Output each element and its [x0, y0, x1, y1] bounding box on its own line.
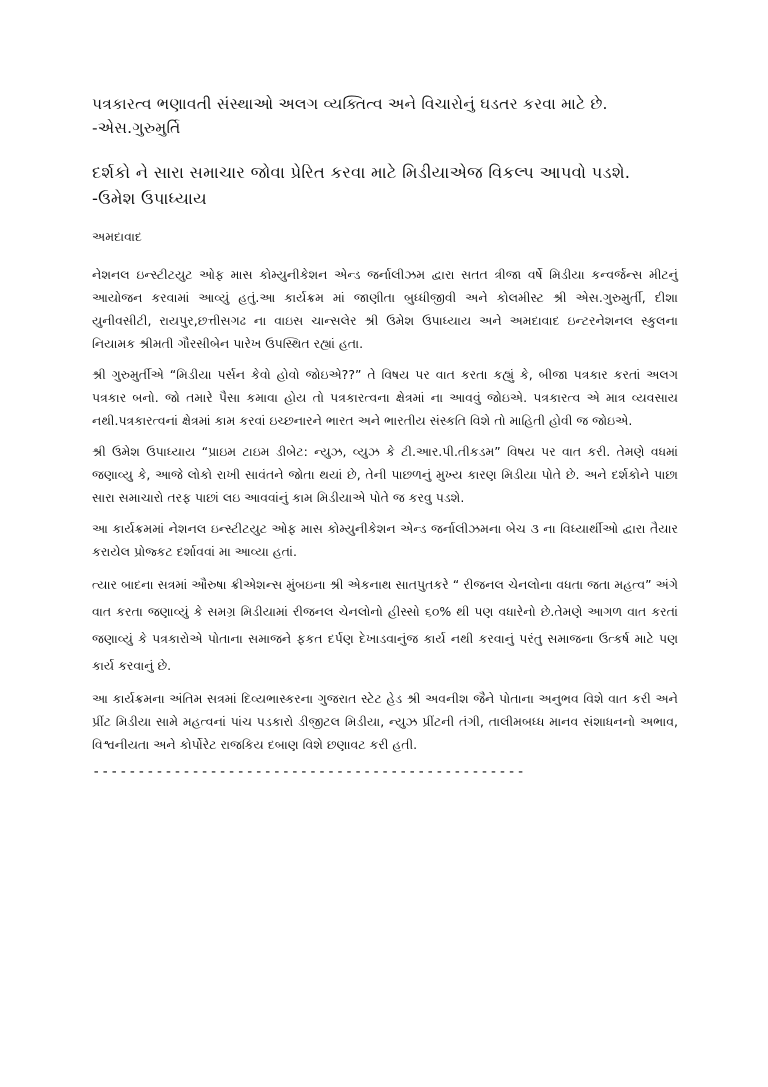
- paragraph-students-project: આ કાર્યક્રમમાં નેશનલ ઇન્સ્ટીટયુટ ઓફ માસ કોમ્યુનીકેશન એન્ડ જર્નાલીઝમના બેચ ૩ ના વિધ્યાર્થીઓ દ્વારા તૈયાર કરાયેલ પ્રોજ્કટ દર્શાવવાં મા આવ્યા હતાં.: [92, 521, 678, 559]
- paragraph-regional-channels: ત્યાર બાદના સત્રમાં ઔરુષા ક્રીએશન્સ મુંબઇના શ્રી એકનાથ સાતપુતકરે “ રીજનલ ચેનલોના વધતા જતા મહત્વ” અંગે વાત કરતા જણાવ્યું કે સમગ્ર મિડીયામાં રીજનલ ચેનલોનો હીસ્સો ૬૦% થી પણ વધારેનો છે.તેમણે આગળ વાત કરતાં જણાવ્યું કે પત્રકારોએ પોતાના સમાજને ફકત દર્પણ દેખાડવાનુંજ કાર્ય નથી કરવાનું પરંતુ સમાજના ઉત્કર્ષ માટે પણ કાર્ય કરવાનું છે.: [92, 577, 678, 673]
- dashed-divider: ------------------------------------------------: [92, 764, 526, 780]
- paragraph-gurumurthy: શ્રી ગુરુમુર્તીએ “મિડીયા પર્સન કેવો હોવો જોઇએ??” તે વિષય પર વાત કરતા કહ્યું કે, બીજા પત્રકાર કરતાં અલગ પત્રકાર બનો. જો તમારે પૈસા કમાવા હોય તો પત્રકારત્વના ક્ષેત્રમાં ના આવવું જોઇએ. પત્રકારત્વ એ માત્ર વ્યવસાય નથી.પત્રકારત્વનાં ક્ષેત્રમાં કામ કરવાં ઇચ્છનારને ભારત અને ભારતીય સંસ્કતિ વિશે તો માહિતી હોવી જ જોઇએ.: [92, 367, 678, 428]
- document-page: [92, 92, 678, 780]
- paragraph-upadhyay: શ્રી ઉમેશ ઉપાધ્યાય “પ્રાઇમ ટાઇમ ડીબેટ: ન્યુઝ, વ્યુઝ કે ટી.આર.પી.તીકડમ” વિષય પર વાત કરી. તેમણે વધમાં જણાવ્યુ કે, આજે લોકો રાખી સાવંતને જોતા થયાં છે, તેની પાછળનું મુખ્ય કારણ મિડીયા પોતે છે. અને દર્શકોને પાછા સારા સમાચારો તરફ પાછાં લઇ આવવાંનું કામ મિડીયાએ પોતે જ કરવુ પડશે.: [92, 444, 678, 505]
- headline-upadhyay: દર્શકો ને સારા સમાચાર જોવા પ્રેરિત કરવા માટે મિડીયાએજ વિકલ્પ આપવો પડશે. -ઉમેશ ઉપાધ્યાય: [92, 163, 631, 208]
- paragraph-intro: નેશનલ ઇન્સ્ટીટયુટ ઓફ માસ કોમ્યુનીકેશન એન્ડ જર્નાલીઝમ દ્વારા સતત ત્રીજા વર્ષે મિડીયા કન્વર્જન્સ મીટનું આયોજન કરવામાં આવ્યું હતું.આ કાર્યક્રમ માં જાણીતા બુધ્ધીજીવી અને કોલમીસ્ટ શ્રી એસ.ગુરુમુર્તી, દીશા યુનીવસીટી, રાયપુર,છત્તીસગઢ ના વાઇસ ચાન્સલેર શ્રી ઉમેશ ઉપાધ્યાય અને અમદાવાદ ઇન્ટરનેશનલ સ્કુલના નિયામક શ્રીમતી ગૌરસીબેન પારેખ ઉપસ્થિત રહ્યાં હતા.: [92, 267, 678, 351]
- paragraph-final-session: આ કાર્યક્રમના અંતિમ સત્રમાં દિવ્યભાસ્કરના ગુજરાત સ્ટેટ હેડ શ્રી અવનીશ જૈને પોતાના અનુભવ વિશે વાત કરી અને પ્રીંટ મિડીયા સામે મહત્વનાં પાંચ પડકારો ડીજીટલ મિડીયા, ન્યુઝ પ્રીંટની તંગી, તાલીમબધ્ધ માનવ સંશાધનનો અભાવ, વિશ્વનીયતા અને કોર્પોરેટ રાજકિય દબાણ વિશે છણાવટ કરી હતી.: [92, 691, 678, 752]
- headline-gurumurthy: પત્રકારત્વ ભણાવતી સંસ્થાઓ અલગ વ્યક્તિત્વ અને વિચારોનું ઘડતર કરવા માટે છે. -એસ.ગુરુમુર્તિ: [92, 95, 608, 137]
- dateline: અમદાવાદ: [92, 229, 142, 244]
